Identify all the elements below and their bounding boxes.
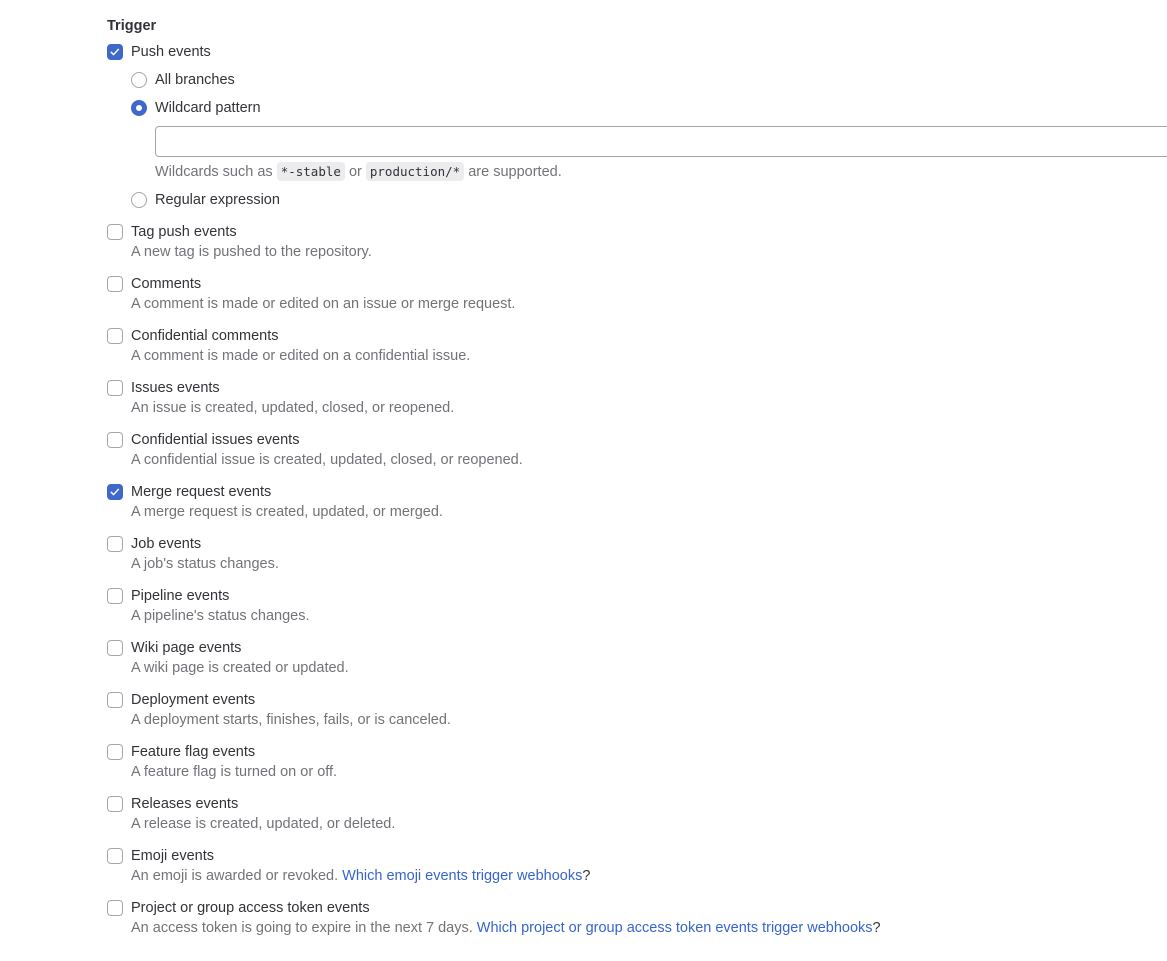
trigger-description-text: An issue is created, updated, closed, or reopened.	[131, 400, 455, 416]
trigger-list	[107, 222, 1167, 938]
trigger-item	[107, 586, 1167, 626]
trigger-description	[131, 762, 1167, 782]
trigger-checkbox[interactable]	[107, 692, 123, 708]
trigger-description	[131, 346, 1167, 366]
trigger-checkbox[interactable]	[107, 900, 123, 916]
wildcard-help-suffix: are supported.	[468, 164, 562, 180]
trigger-item-row	[107, 794, 1167, 814]
trigger-label[interactable]: Merge request events	[131, 484, 272, 500]
trigger-description-text: A deployment starts, finishes, fails, or is canceled.	[131, 712, 451, 728]
trigger-label[interactable]: Tag push events	[131, 224, 237, 240]
trigger-item-row	[107, 326, 1167, 346]
regular-expression-radio[interactable]	[131, 192, 147, 208]
trigger-description-text: A confidential issue is created, updated, closed, or reopened.	[131, 452, 523, 468]
check-icon	[109, 46, 121, 58]
wildcard-help-text	[155, 162, 1167, 182]
all-branches-radio[interactable]	[131, 72, 147, 88]
trigger-description-text: A comment is made or edited on a confidential issue.	[131, 348, 471, 364]
wildcard-pattern-label[interactable]: Wildcard pattern	[155, 100, 261, 116]
trigger-help-link[interactable]: Which emoji events trigger webhooks	[342, 868, 583, 884]
trigger-checkbox[interactable]	[107, 588, 123, 604]
trigger-item-row	[107, 482, 1167, 502]
trigger-description-text: A merge request is created, updated, or merged.	[131, 504, 443, 520]
trigger-description-text: A comment is made or edited on an issue or merge request.	[131, 296, 516, 312]
trigger-description	[131, 294, 1167, 314]
trigger-item-row	[107, 742, 1167, 762]
trigger-item-row	[107, 274, 1167, 294]
trigger-description-text: A pipeline's status changes.	[131, 608, 310, 624]
trigger-label[interactable]: Project or group access token events	[131, 900, 370, 916]
trigger-description	[131, 606, 1167, 626]
trigger-description	[131, 658, 1167, 678]
trigger-item	[107, 430, 1167, 470]
trigger-item	[107, 222, 1167, 262]
wildcard-help-middle: or	[348, 164, 362, 180]
trigger-label[interactable]: Confidential issues events	[131, 432, 300, 448]
trigger-description	[131, 866, 1167, 886]
trigger-item-row	[107, 378, 1167, 398]
trigger-checkbox[interactable]	[107, 276, 123, 292]
wildcard-pattern-row	[131, 98, 1167, 118]
trigger-description	[131, 502, 1167, 522]
trigger-item	[107, 378, 1167, 418]
trigger-item-row	[107, 690, 1167, 710]
regular-expression-row	[131, 190, 1167, 210]
push-events-row	[107, 42, 1167, 62]
trigger-item	[107, 898, 1167, 938]
wildcard-pattern-input[interactable]	[155, 126, 1167, 157]
trigger-item-row	[107, 534, 1167, 554]
trigger-description	[131, 918, 1167, 938]
trigger-description	[131, 814, 1167, 834]
trigger-checkbox[interactable]	[107, 848, 123, 864]
trigger-help-link-suffix: ?	[872, 920, 881, 936]
trigger-label[interactable]: Confidential comments	[131, 328, 279, 344]
trigger-description	[131, 450, 1167, 470]
push-events-label[interactable]: Push events	[131, 44, 211, 60]
wildcard-help-prefix: Wildcards such as	[155, 164, 273, 180]
trigger-label[interactable]: Job events	[131, 536, 202, 552]
code-example-production: production/*	[366, 162, 464, 181]
trigger-item-row	[107, 222, 1167, 242]
trigger-item	[107, 482, 1167, 522]
trigger-item-row	[107, 898, 1167, 918]
trigger-item	[107, 274, 1167, 314]
trigger-item-row	[107, 846, 1167, 866]
trigger-checkbox[interactable]	[107, 640, 123, 656]
trigger-description-text: A release is created, updated, or deleted.	[131, 816, 396, 832]
all-branches-label[interactable]: All branches	[155, 72, 235, 88]
trigger-description-text: A job's status changes.	[131, 556, 279, 572]
trigger-item	[107, 742, 1167, 782]
trigger-description-text: An emoji is awarded or revoked.	[131, 868, 339, 884]
trigger-checkbox[interactable]	[107, 380, 123, 396]
check-icon	[109, 486, 121, 498]
trigger-item	[107, 794, 1167, 834]
trigger-checkbox[interactable]	[107, 796, 123, 812]
push-events-item	[107, 42, 1167, 210]
trigger-checkbox[interactable]	[107, 744, 123, 760]
push-events-checkbox[interactable]	[107, 44, 123, 60]
code-example-stable: *-stable	[277, 162, 345, 181]
trigger-label[interactable]: Emoji events	[131, 848, 215, 864]
trigger-description	[131, 554, 1167, 574]
trigger-checkbox[interactable]	[107, 224, 123, 240]
trigger-label[interactable]: Wiki page events	[131, 640, 242, 656]
branch-filter-group	[131, 70, 1167, 210]
trigger-label[interactable]: Feature flag events	[131, 744, 256, 760]
trigger-checkbox[interactable]	[107, 328, 123, 344]
trigger-section-label: Trigger	[107, 18, 157, 34]
trigger-label[interactable]: Issues events	[131, 380, 220, 396]
trigger-label[interactable]: Pipeline events	[131, 588, 230, 604]
trigger-item-row	[107, 638, 1167, 658]
trigger-label[interactable]: Comments	[131, 276, 202, 292]
trigger-checkbox[interactable]	[107, 484, 123, 500]
trigger-help-link[interactable]: Which project or group access token events trigger webhooks	[476, 920, 873, 936]
regular-expression-label[interactable]: Regular expression	[155, 192, 280, 208]
trigger-description-text: A wiki page is created or updated.	[131, 660, 349, 676]
trigger-label[interactable]: Releases events	[131, 796, 239, 812]
trigger-item	[107, 326, 1167, 366]
trigger-checkbox[interactable]	[107, 536, 123, 552]
trigger-description	[131, 710, 1167, 730]
trigger-item-row	[107, 586, 1167, 606]
trigger-description	[131, 398, 1167, 418]
trigger-item	[107, 846, 1167, 886]
trigger-item	[107, 690, 1167, 730]
trigger-item	[107, 638, 1167, 678]
trigger-description-text: An access token is going to expire in the next 7 days.	[131, 920, 473, 936]
trigger-description-text: A new tag is pushed to the repository.	[131, 244, 372, 260]
trigger-help-link-suffix: ?	[582, 868, 591, 884]
trigger-label[interactable]: Deployment events	[131, 692, 256, 708]
trigger-checkbox[interactable]	[107, 432, 123, 448]
wildcard-pattern-radio[interactable]	[131, 100, 147, 116]
all-branches-row	[131, 70, 1167, 90]
trigger-description-text: A feature flag is turned on or off.	[131, 764, 338, 780]
trigger-item-row	[107, 430, 1167, 450]
trigger-item	[107, 534, 1167, 574]
trigger-description	[131, 242, 1167, 262]
